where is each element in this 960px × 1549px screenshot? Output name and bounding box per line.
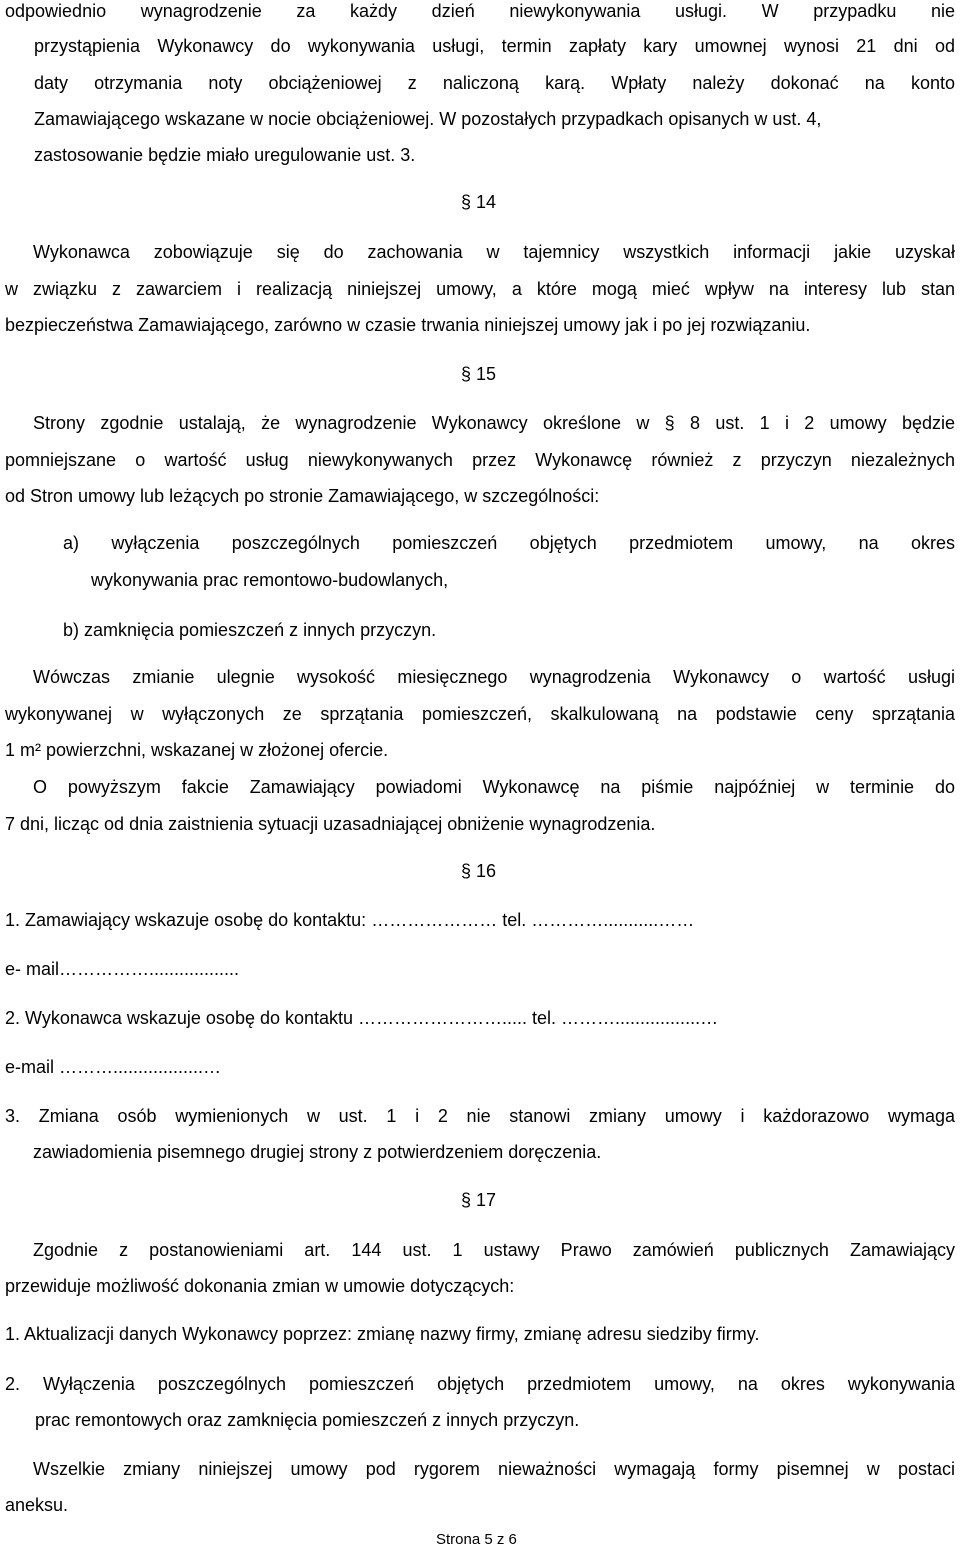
s15-p1-line-2: pomniejszane o wartość usług niewykonywanych przez Wykonawcę również z przyczyn niezależnych: [5, 450, 955, 470]
section-16-heading-text: § 16: [461, 861, 497, 881]
intro-line-3: daty otrzymania noty obciążeniowej z naliczoną karą. Wpłaty należy dokonać na konto: [34, 73, 955, 93]
intro-line-2: przystąpienia Wykonawcy do wykonywania usługi, termin zapłaty kary umownej wynosi 21 dni od: [34, 36, 955, 56]
s17-p1-line-2: przewiduje możliwość dokonania zmian w umowie dotyczących:: [5, 1276, 515, 1296]
s16-item-2: 2. Wykonawca wskazuje osobę do kontaktu ……………………..... tel. ……….................…: [5, 1008, 719, 1028]
s14-line-2: w związku z zawarciem i realizacją niniejszej umowy, a które mogą mieć wpływ na interesy lub stan: [5, 279, 955, 299]
s15-item-a-line-2: wykonywania prac remontowo-budowlanych,: [91, 570, 449, 590]
s17-item-2-line-1: 2. Wyłączenia poszczególnych pomieszczeń objętych przedmiotem umowy, na okres wykonywania: [5, 1374, 955, 1394]
section-15-heading-text: § 15: [461, 364, 497, 384]
s16-item-3-line-2: zawiadomienia pisemnego drugiej strony z potwierdzeniem doręczenia.: [33, 1142, 602, 1162]
section-15-heading: [461, 362, 496, 386]
s17-item-1: 1. Aktualizacji danych Wykonawcy poprzez: zmianę nazwy firmy, zmianę adresu siedziby firmy.: [5, 1324, 760, 1344]
s15-p3-line-1: O powyższym fakcie Zamawiający powiadomi Wykonawcę na piśmie najpóźniej w terminie do: [33, 777, 955, 797]
s16-item-3-line-1: 3. Zmiana osób wymienionych w ust. 1 i 2 nie stanowi zmiany umowy i każdorazowo wymaga: [5, 1106, 955, 1126]
section-14-heading: [461, 190, 496, 214]
page-number-footer: Strona 5 z 6: [436, 1531, 517, 1548]
s17-p2-line-1: Wszelkie zmiany niniejszej umowy pod rygorem nieważności wymagają formy pisemnej w postaci: [33, 1459, 955, 1479]
section-14-heading-text: § 14: [461, 192, 497, 212]
s15-p1-line-3: od Stron umowy lub leżących po stronie Zamawiającego, w szczególności:: [5, 486, 600, 506]
s16-item-1-email: e- mail……………..................: [5, 959, 240, 979]
section-17-heading: [461, 1188, 496, 1212]
s17-p2-line-2: aneksu.: [5, 1495, 69, 1515]
s15-list-item-b: b) zamknięcia pomieszczeń z innych przyczyn.: [63, 620, 437, 640]
s17-item-2-line-2: prac remontowych oraz zamknięcia pomieszczeń z innych przyczyn.: [35, 1410, 580, 1430]
section-17-heading-text: § 17: [461, 1190, 497, 1210]
s15-p2-line-1: Wówczas zmianie ulegnie wysokość miesięcznego wynagrodzenia Wykonawcy o wartość usługi: [33, 667, 955, 687]
s14-line-3: bezpieczeństwa Zamawiającego, zarówno w czasie trwania niniejszej umowy jak i po jej rozwiązaniu.: [5, 315, 811, 335]
s15-p2-line-3: 1 m² powierzchni, wskazanej w złożonej ofercie.: [5, 740, 389, 760]
intro-line-5: zastosowanie będzie miało uregulowanie ust. 3.: [34, 145, 416, 165]
s15-item-a-line-1: a) wyłączenia poszczególnych pomieszczeń objętych przedmiotem umowy, na okres: [63, 533, 955, 553]
s15-p3-line-2: 7 dni, licząc od dnia zaistnienia sytuacji uzasadniającej obniżenie wynagrodzenia.: [5, 814, 656, 834]
s16-item-1: 1. Zamawiający wskazuje osobę do kontaktu: ………………… tel. …………...........……: [5, 910, 695, 930]
s15-p1-line-1: Strony zgodnie ustalają, że wynagrodzenie Wykonawcy określone w § 8 ust. 1 i 2 umowy będzie: [33, 413, 955, 433]
s16-item-2-email: e-mail ………..................…: [5, 1057, 222, 1077]
intro-line-1: odpowiednio wynagrodzenie za każdy dzień niewykonywania usługi. W przypadku nie: [5, 1, 955, 21]
s14-line-1: Wykonawca zobowiązuje się do zachowania w tajemnicy wszystkich informacji jakie uzyskał: [33, 242, 955, 262]
s17-p1-line-1: Zgodnie z postanowieniami art. 144 ust. 1 ustawy Prawo zamówień publicznych Zamawiający: [33, 1240, 955, 1260]
section-16-heading: [461, 859, 496, 883]
intro-line-4: Zamawiającego wskazane w nocie obciążeniowej. W pozostałych przypadkach opisanych w ust. 4,: [34, 109, 822, 129]
s15-p2-line-2: wykonywanej w wyłączonych ze sprzątania pomieszczeń, skalkulowaną na podstawie ceny sprzątania: [5, 704, 955, 724]
